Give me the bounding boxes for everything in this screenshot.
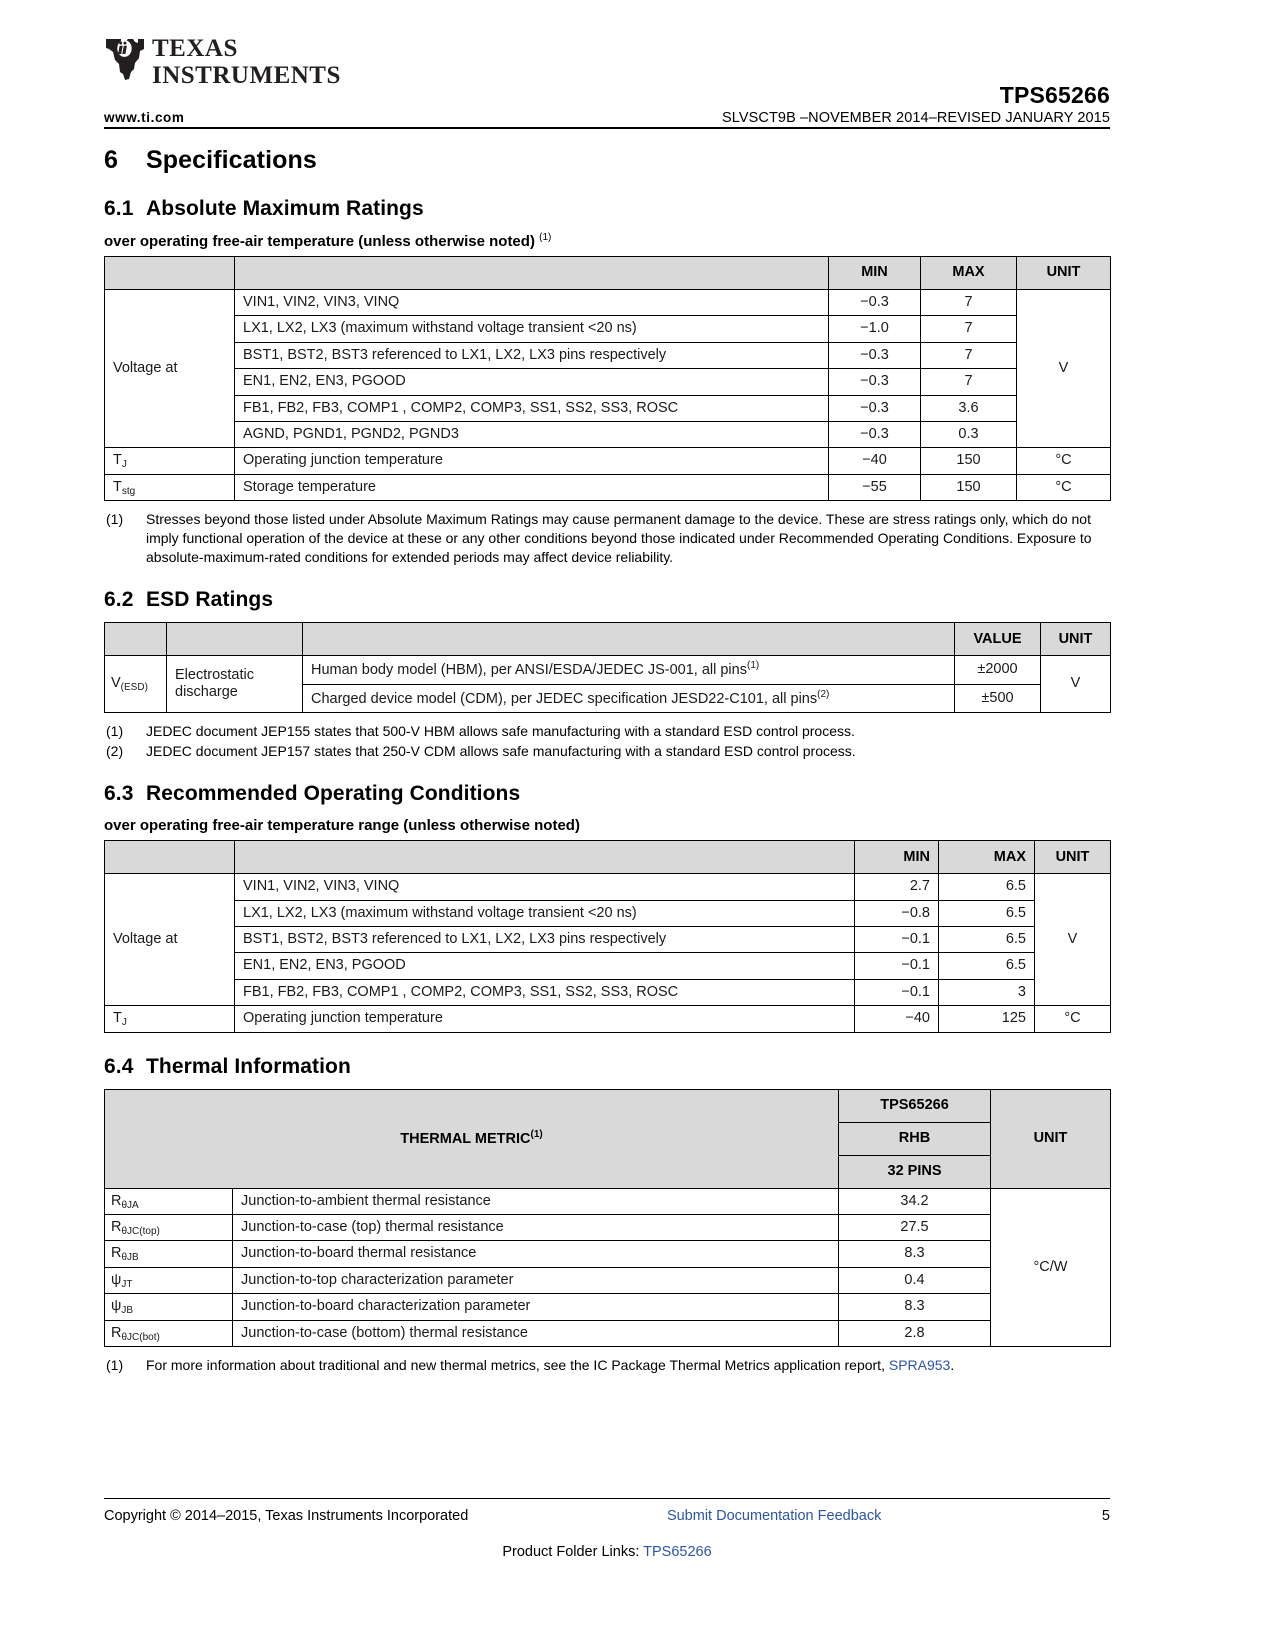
section-heading-rec-op (104, 782, 1110, 806)
row-max: 150 (921, 474, 1017, 500)
row-max: 6.5 (939, 953, 1035, 979)
page-header (104, 36, 1110, 124)
footer-line-product-links (104, 1544, 1110, 1560)
page-number: 5 (1101, 1508, 1110, 1524)
symbol-subscript: J (121, 1017, 127, 1029)
row-description: VIN1, VIN2, VIN3, VINQ (235, 290, 829, 316)
footnote-ref: (1) (746, 660, 760, 672)
header-package: RHB (839, 1122, 991, 1155)
table-row (105, 1006, 1111, 1032)
footnote-item (104, 510, 1110, 566)
logo-line-2: INSTRUMENTS (152, 62, 341, 89)
symbol-subscript: θJB (121, 1252, 139, 1264)
table-row (105, 342, 1111, 368)
header-max: MAX (939, 841, 1035, 874)
header-value: VALUE (955, 623, 1041, 656)
symbol-subscript: J (121, 459, 127, 471)
table-row (105, 316, 1111, 342)
symbol-base: R (111, 1192, 122, 1209)
row-min: −1.0 (829, 316, 921, 342)
subsection-number: 6.3 (104, 782, 134, 806)
rec-op-group-label: Voltage at (105, 874, 235, 1006)
recommended-operating-conditions-table (104, 840, 1111, 1032)
row-max: 7 (921, 316, 1017, 342)
table-row (105, 1267, 1111, 1293)
header-unit: UNIT (1041, 623, 1111, 656)
subsection-number: 6.4 (104, 1054, 134, 1078)
header-unit: UNIT (1035, 841, 1111, 874)
symbol-subscript: θJC(top) (121, 1226, 160, 1238)
table-row (105, 395, 1111, 421)
symbol-base: R (111, 1219, 122, 1236)
header-blank-parameter (167, 623, 303, 656)
esd-ratings-table (104, 622, 1111, 712)
row-min: −0.3 (829, 369, 921, 395)
symbol-subscript: θJC(bot) (121, 1331, 160, 1343)
table-row (105, 900, 1111, 926)
row-description: Operating junction temperature (235, 448, 829, 474)
symbol-base: R (111, 1324, 122, 1341)
row-unit: °C (1017, 474, 1111, 500)
table-row (105, 927, 1111, 953)
footnote-marker: (1) (106, 722, 124, 739)
header-divider (104, 127, 1110, 129)
row-value: 0.4 (839, 1267, 991, 1293)
row-description: BST1, BST2, BST3 referenced to LX1, LX2, LX3 pins respectively (235, 927, 855, 953)
footnote-marker: (1) (106, 511, 124, 528)
table-header-row (105, 623, 1111, 656)
table-row (105, 953, 1111, 979)
rec-op-voltage-unit: V (1035, 874, 1111, 1006)
row-value: 8.3 (839, 1294, 991, 1320)
table-row (105, 1241, 1111, 1267)
row-symbol (105, 448, 235, 474)
spra953-link[interactable]: SPRA953 (888, 1357, 951, 1373)
row-max: 150 (921, 448, 1017, 474)
row-max: 3.6 (921, 395, 1017, 421)
subsection-number: 6.1 (104, 197, 134, 220)
row-description: Junction-to-board thermal resistance (233, 1241, 839, 1267)
row-value: 27.5 (839, 1215, 991, 1241)
footnote-ref: (1) (530, 1129, 543, 1141)
symbol-subscript: JB (121, 1305, 134, 1317)
header-device: TPS65266 (839, 1089, 991, 1122)
table-header-row (105, 257, 1111, 290)
thermal-footnotes (104, 1356, 1110, 1375)
symbol-base: V (111, 675, 121, 692)
subsection-number: 6.2 (104, 588, 134, 612)
page-footer (104, 1508, 1110, 1560)
header-blank-symbol (105, 841, 235, 874)
header-blank-description (235, 841, 855, 874)
row-description: Junction-to-ambient thermal resistance (233, 1188, 839, 1214)
abs-max-voltage-unit: V (1017, 290, 1111, 448)
row-description (303, 684, 955, 712)
abs-max-condition (104, 232, 1110, 250)
header-pin-count: 32 PINS (839, 1155, 991, 1188)
symbol-base: T (113, 478, 122, 495)
row-max: 6.5 (939, 900, 1035, 926)
row-symbol (105, 1188, 233, 1214)
row-max: 125 (939, 1006, 1035, 1032)
section-heading-abs-max (104, 197, 1110, 221)
esd-parameter-line2: discharge (175, 684, 238, 701)
row-max: 3 (939, 979, 1035, 1005)
esd-parameter (167, 656, 303, 712)
table-row (105, 448, 1111, 474)
ti-logo-wordmark (152, 36, 341, 88)
symbol-subscript: θJA (121, 1199, 139, 1211)
footnote-ref: (2) (817, 688, 830, 700)
row-description: EN1, EN2, EN3, PGOOD (235, 369, 829, 395)
row-min: −0.8 (855, 900, 939, 926)
row-max: 7 (921, 342, 1017, 368)
footnote-item (104, 1356, 1110, 1375)
row-description: BST1, BST2, BST3 referenced to LX1, LX2, LX3 pins respectively (235, 342, 829, 368)
row-min: −0.3 (829, 290, 921, 316)
row-unit: °C (1017, 448, 1111, 474)
table-row (105, 656, 1111, 684)
abs-max-group-label: Voltage at (105, 290, 235, 448)
footer-divider (104, 1498, 1110, 1499)
footnote-item (104, 722, 1110, 741)
abs-max-footnotes (104, 510, 1110, 566)
row-description: LX1, LX2, LX3 (maximum withstand voltage transient <20 ns) (235, 316, 829, 342)
abs-max-condition-footnote-ref: (1) (539, 232, 552, 243)
submit-documentation-feedback-link[interactable]: Submit Documentation Feedback (666, 1508, 882, 1524)
row-min: −55 (829, 474, 921, 500)
table-row (105, 1188, 1111, 1214)
symbol-base: T (113, 452, 122, 469)
copyright-text: Copyright © 2014–2015, Texas Instruments Incorporated (104, 1508, 469, 1524)
subsection-title: Absolute Maximum Ratings (146, 197, 424, 220)
abs-max-condition-text: over operating free-air temperature (unless otherwise noted) (104, 233, 535, 250)
table-header-row (105, 841, 1111, 874)
row-unit: °C (1035, 1006, 1111, 1032)
row-min: −40 (829, 448, 921, 474)
header-blank-symbol (105, 257, 235, 290)
symbol-base: ψ (111, 1271, 122, 1288)
row-min: 2.7 (855, 874, 939, 900)
texas-instruments-logo-icon (104, 36, 146, 82)
footnote-marker: (1) (106, 1357, 124, 1373)
thermal-information-table (104, 1089, 1111, 1347)
row-min: −0.1 (855, 979, 939, 1005)
esd-footnotes (104, 722, 1110, 761)
subsection-title: Thermal Information (146, 1054, 351, 1078)
symbol-subscript: stg (121, 485, 136, 497)
row-symbol (105, 1294, 233, 1320)
ti-logo (104, 36, 341, 88)
header-blank-description (303, 623, 955, 656)
symbol-base: T (113, 1010, 122, 1027)
row-description-text: Human body model (HBM), per ANSI/ESDA/JEDEC JS-001, all pins (311, 662, 747, 679)
row-value: 8.3 (839, 1241, 991, 1267)
esd-unit: V (1041, 656, 1111, 712)
footnote-marker: (2) (106, 742, 124, 759)
header-max: MAX (921, 257, 1017, 290)
rec-op-condition: over operating free-air temperature range (unless otherwise noted) (104, 817, 580, 835)
symbol-subscript: JT (121, 1278, 133, 1290)
table-row (105, 1215, 1111, 1241)
table-row (105, 290, 1111, 316)
symbol-subscript: (ESD) (120, 682, 148, 694)
section-heading-specifications (104, 146, 1110, 175)
header-thermal-metric-text: THERMAL METRIC (400, 1130, 531, 1147)
thermal-unit: °C/W (991, 1188, 1111, 1346)
footnote-text: Stresses beyond those listed under Absolute Maximum Ratings may cause permanent damage to the device. These are stress ratings only, which do not imply functional operation of the device at these or any other conditions beyond those indicated under Recommended Operating Conditions. Exposure to absolute-maximum-rated conditions for extended periods may affect device reliability. (146, 511, 1092, 565)
row-value: 2.8 (839, 1320, 991, 1346)
row-max: 7 (921, 369, 1017, 395)
row-symbol (105, 1006, 235, 1032)
row-value: 34.2 (839, 1188, 991, 1214)
header-blank-symbol (105, 623, 167, 656)
row-description-text: Charged device model (CDM), per JEDEC specification JESD22-C101, all pins (311, 690, 818, 707)
logo-line-1: TEXAS (152, 35, 238, 62)
subsection-title: Recommended Operating Conditions (146, 782, 521, 806)
part-number: TPS65266 (999, 82, 1110, 108)
table-row (105, 369, 1111, 395)
row-min: −0.3 (829, 395, 921, 421)
row-description: Junction-to-case (top) thermal resistance (233, 1215, 839, 1241)
esd-symbol (105, 656, 167, 712)
table-row (105, 874, 1111, 900)
subsection-title: ESD Ratings (146, 588, 274, 612)
table-row (105, 979, 1111, 1005)
row-description: Junction-to-top characterization parameter (233, 1267, 839, 1293)
section-heading-esd (104, 588, 1110, 612)
symbol-base: ψ (111, 1298, 122, 1315)
footnote-text-after: . (950, 1357, 955, 1373)
row-description: FB1, FB2, FB3, COMP1 , COMP2, COMP3, SS1, SS2, SS3, ROSC (235, 395, 829, 421)
header-min: MIN (855, 841, 939, 874)
row-symbol (105, 1241, 233, 1267)
header-blank-description (235, 257, 829, 290)
row-max: 6.5 (939, 874, 1035, 900)
row-description: AGND, PGND1, PGND2, PGND3 (235, 421, 829, 447)
esd-parameter-line1: Electrostatic (175, 666, 254, 683)
footnote-text (146, 1356, 1110, 1375)
section-number: 6 (104, 146, 119, 174)
row-max: 0.3 (921, 421, 1017, 447)
row-symbol (105, 1267, 233, 1293)
table-row (105, 1294, 1111, 1320)
symbol-base: R (111, 1245, 122, 1262)
row-max: 7 (921, 290, 1017, 316)
row-description: VIN1, VIN2, VIN3, VINQ (235, 874, 855, 900)
ti-website-url[interactable]: www.ti.com (104, 110, 185, 125)
product-folder-link[interactable]: TPS65266 (643, 1544, 712, 1560)
row-value: ±500 (955, 684, 1041, 712)
row-min: −0.1 (855, 953, 939, 979)
footnote-text: JEDEC document JEP155 states that 500-V HBM allows safe manufacturing with a standard ESD control process. (146, 722, 855, 739)
row-description: Operating junction temperature (235, 1006, 855, 1032)
absolute-maximum-ratings-table (104, 256, 1111, 501)
table-row (105, 474, 1111, 500)
row-description: EN1, EN2, EN3, PGOOD (235, 953, 855, 979)
footnote-text-before: For more information about traditional and new thermal metrics, see the IC Package Thermal Metrics application report, (146, 1357, 889, 1373)
header-thermal-metric (105, 1089, 839, 1188)
row-min: −0.3 (829, 421, 921, 447)
row-value: ±2000 (955, 656, 1041, 684)
page-content (104, 140, 1110, 1376)
row-description: LX1, LX2, LX3 (maximum withstand voltage transient <20 ns) (235, 900, 855, 926)
footnote-text: JEDEC document JEP157 states that 250-V CDM allows safe manufacturing with a standard ESD control process. (146, 742, 856, 759)
row-symbol (105, 1215, 233, 1241)
row-symbol (105, 1320, 233, 1346)
row-max: 6.5 (939, 927, 1035, 953)
row-min: −40 (855, 1006, 939, 1032)
row-description: Junction-to-case (bottom) thermal resistance (233, 1320, 839, 1346)
table-row (105, 1320, 1111, 1346)
table-row (105, 421, 1111, 447)
row-description: Storage temperature (235, 474, 829, 500)
section-title: Specifications (146, 146, 317, 174)
row-description: Junction-to-board characterization parameter (233, 1294, 839, 1320)
row-description (303, 656, 955, 684)
header-unit: UNIT (1017, 257, 1111, 290)
row-min: −0.1 (855, 927, 939, 953)
row-symbol (105, 474, 235, 500)
footnote-item (104, 742, 1110, 761)
product-links-label: Product Folder Links: (502, 1544, 644, 1560)
footer-line-primary (104, 1508, 1110, 1524)
header-min: MIN (829, 257, 921, 290)
row-min: −0.3 (829, 342, 921, 368)
table-header-row (105, 1089, 1111, 1122)
section-heading-thermal (104, 1055, 1110, 1079)
row-description: FB1, FB2, FB3, COMP1 , COMP2, COMP3, SS1, SS2, SS3, ROSC (235, 979, 855, 1005)
header-unit: UNIT (991, 1089, 1111, 1188)
document-code: SLVSCT9B –NOVEMBER 2014–REVISED JANUARY 2015 (721, 110, 1110, 126)
